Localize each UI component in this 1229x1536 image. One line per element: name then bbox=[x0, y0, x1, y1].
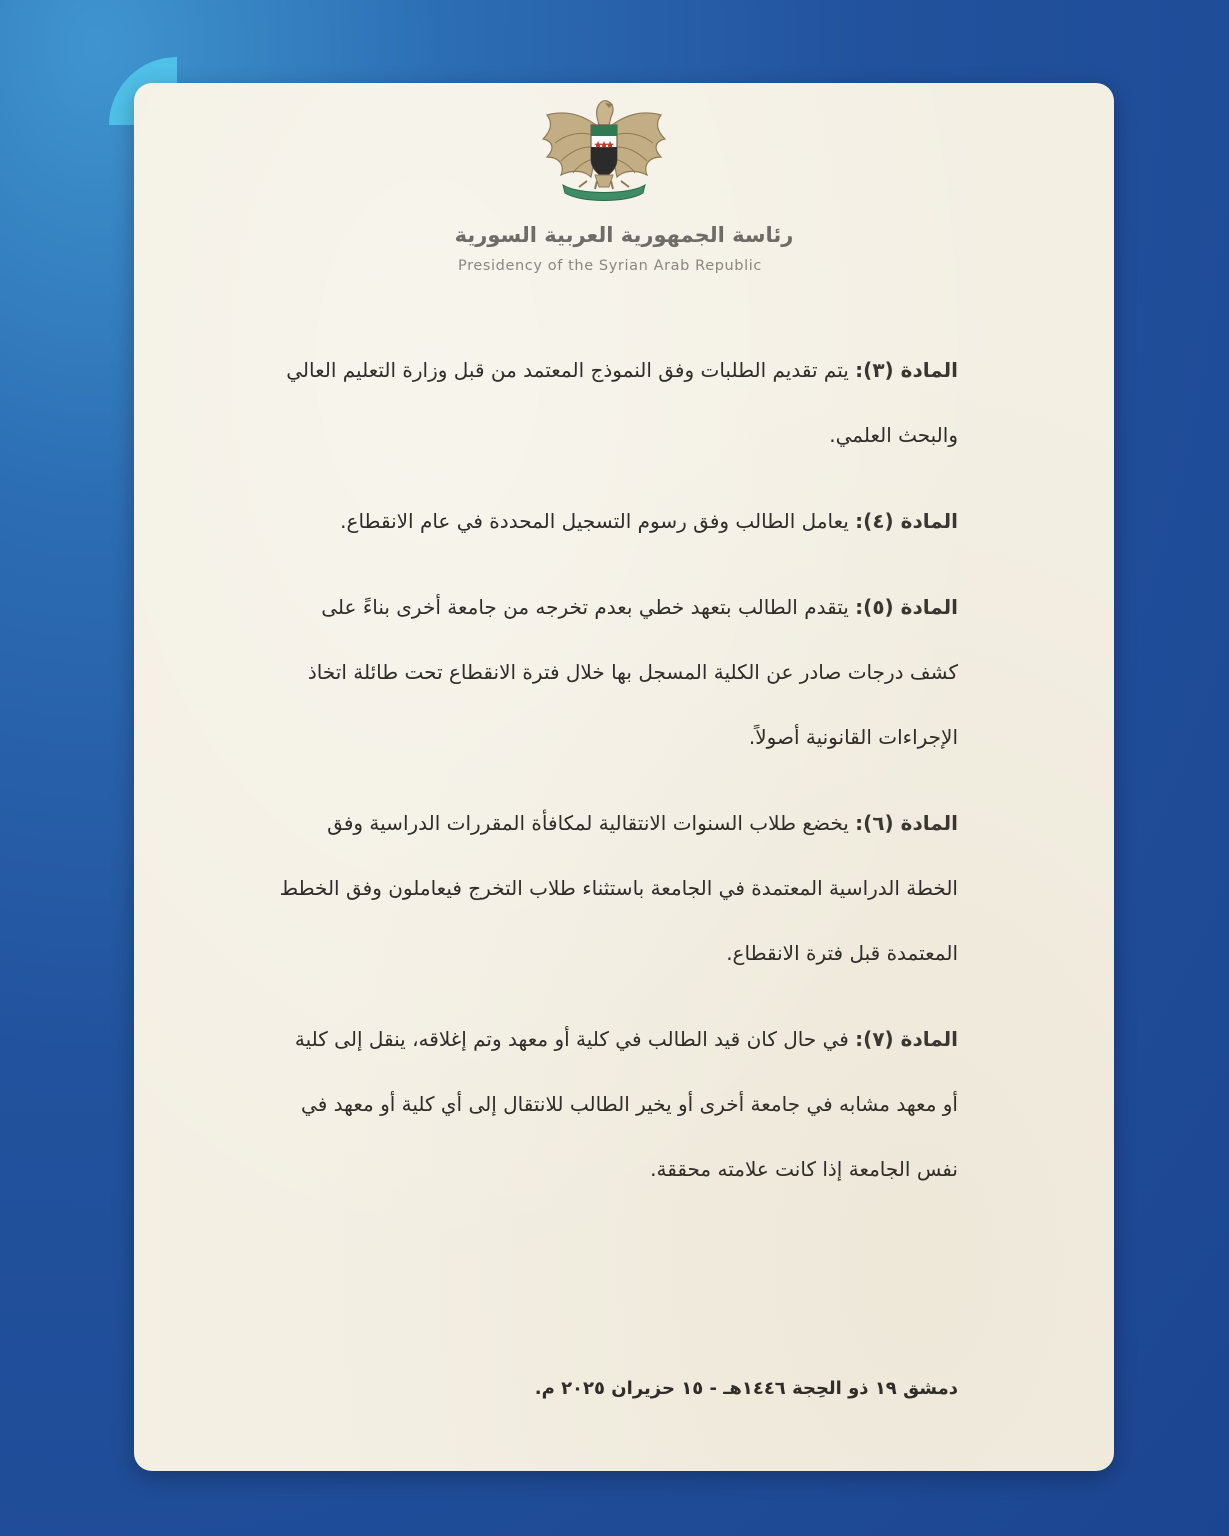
place-and-date: دمشق ١٩ ذو الحِجة ١٤٤٦هـ - ١٥ حزيران ٢٠٢٥ م. bbox=[534, 1378, 958, 1399]
document-body bbox=[274, 338, 958, 1223]
article-label: المادة (٣): bbox=[855, 358, 958, 382]
article-4 bbox=[274, 489, 958, 554]
article-7 bbox=[274, 1007, 958, 1202]
article-6 bbox=[274, 791, 958, 986]
article-label: المادة (٥): bbox=[855, 595, 958, 619]
article-text: يخضع طلاب السنوات الانتقالية لمكافأة المقررات الدراسية وفق الخطة الدراسية المعتمدة في الجامعة باستثناء طلاب التخرج فيعاملون وفق الخطط المعتمدة قبل فترة الانقطاع. bbox=[279, 811, 958, 965]
syrian-eagle-emblem-icon bbox=[539, 95, 669, 207]
article-text: يتقدم الطالب بتعهد خطي بعدم تخرجه من جامعة أخرى بناءً على كشف درجات صادر عن الكلية المسجل بها خلال فترة الانقطاع تحت طائلة اتخاذ الإجراءات القانونية أصولاً. bbox=[307, 595, 958, 749]
header-title-english: Presidency of the Syrian Arab Republic bbox=[458, 258, 762, 274]
article-text: يعامل الطالب وفق رسوم التسجيل المحددة في عام الانقطاع. bbox=[340, 509, 849, 533]
article-text: في حال كان قيد الطالب في كلية أو معهد وتم إغلاقه، ينقل إلى كلية أو معهد مشابه في جامعة أخرى أو يخير الطالب للانتقال إلى أي كلية أو معهد في نفس الجامعة إذا كانت علامته محققة. bbox=[294, 1027, 958, 1181]
article-5 bbox=[274, 575, 958, 770]
article-text: يتم تقديم الطلبات وفق النموذج المعتمد من قبل وزارة التعليم العالي والبحث العلمي. bbox=[286, 358, 958, 447]
header-title-arabic: رئاسة الجمهورية العربية السورية bbox=[454, 223, 794, 247]
document-page bbox=[134, 83, 1114, 1471]
article-label: المادة (٤): bbox=[855, 509, 958, 533]
article-3 bbox=[274, 338, 958, 468]
article-label: المادة (٦): bbox=[855, 811, 958, 835]
article-label: المادة (٧): bbox=[855, 1027, 958, 1051]
